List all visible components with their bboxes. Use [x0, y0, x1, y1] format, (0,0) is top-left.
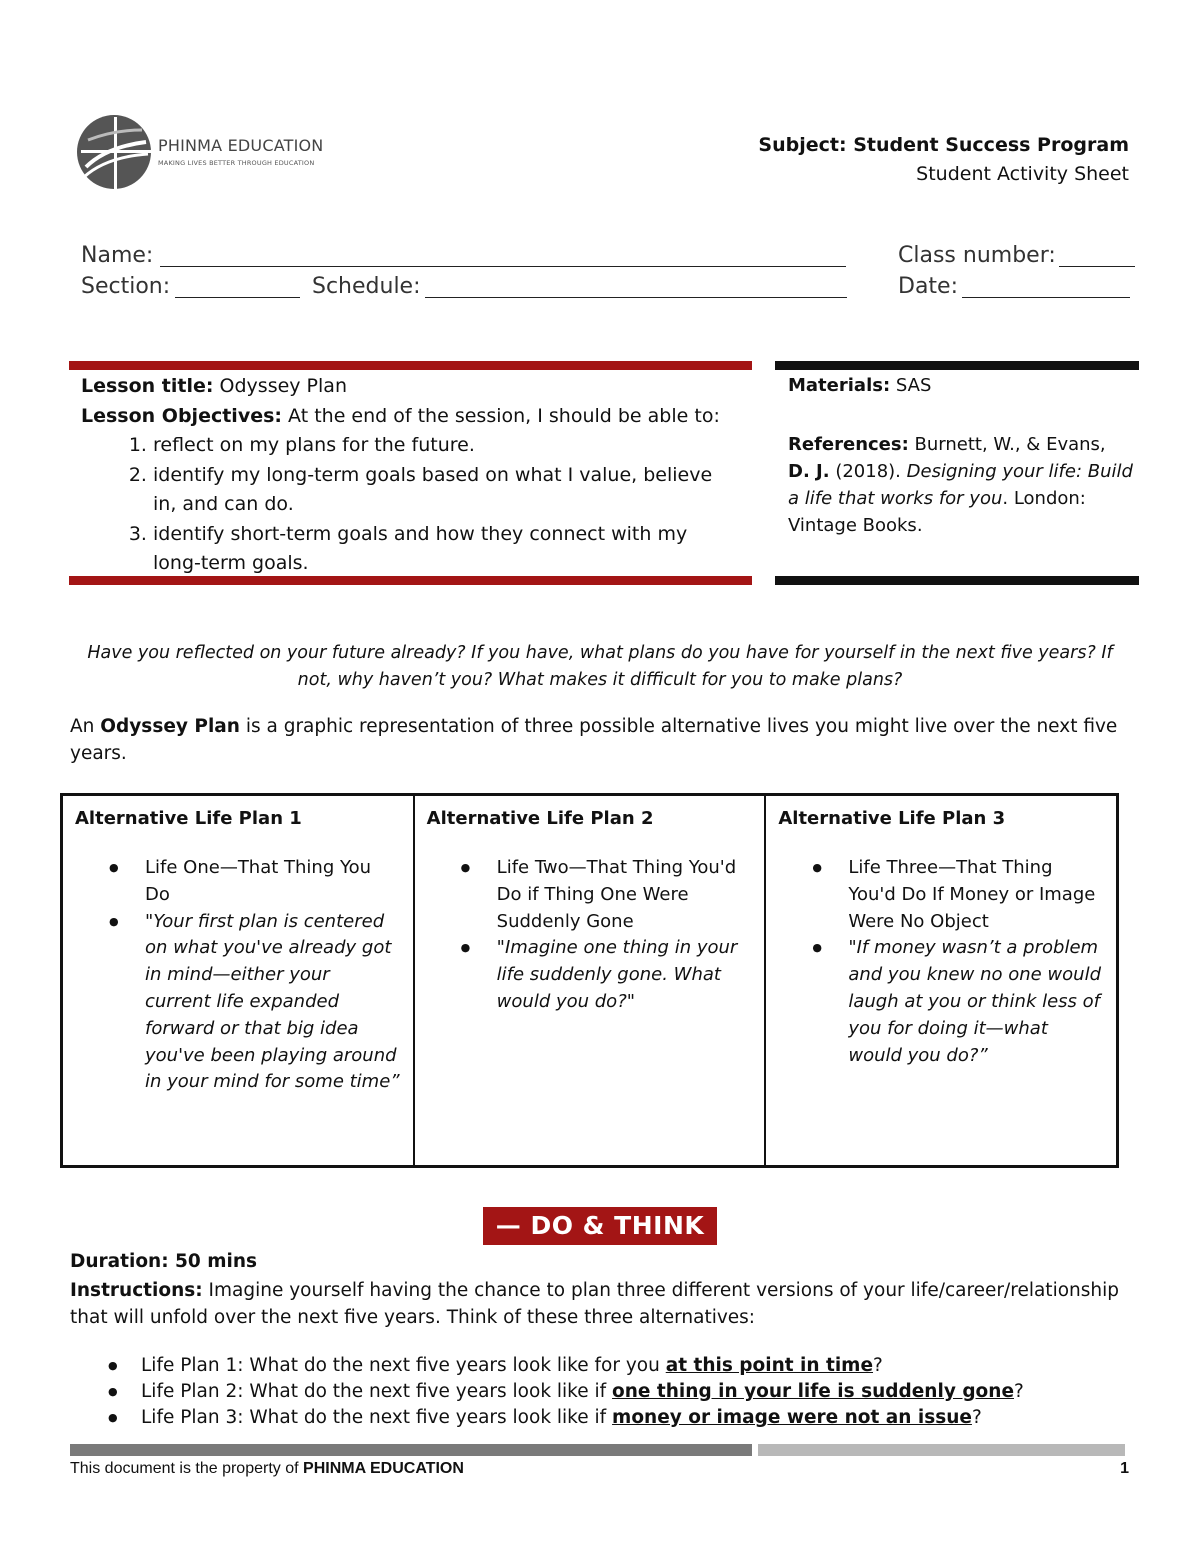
section-label: Section: [81, 274, 171, 299]
objective-item: 1. reflect on my plans for the future. [153, 431, 741, 461]
prompt-end: ? [1014, 1381, 1024, 1402]
plan-prompt [70, 1405, 1130, 1431]
instructions-label: Instructions: [70, 1280, 203, 1301]
schedule-label: Schedule: [312, 274, 421, 299]
odyssey-post: is a graphic representation of three possible alternative lives you might live over the next five years. [70, 716, 1118, 764]
prompt-text: Life Plan 3: What do the next five years look like if [141, 1407, 607, 1428]
plan-prompt [70, 1379, 1130, 1405]
instructions [70, 1277, 1130, 1331]
ref-title: Designing your life: Build a life that works for you [788, 461, 1133, 509]
subject-label: Subject: [758, 134, 847, 156]
schedule-field[interactable] [425, 297, 847, 298]
subject-line [758, 134, 1129, 156]
objectives-intro: At the end of the session, I should be able to: [288, 404, 720, 427]
lesson-title [81, 372, 741, 402]
plan-bullets [778, 855, 1104, 1069]
date-label: Date: [898, 274, 958, 299]
footer-owner: PHINMA EDUCATION [303, 1460, 464, 1477]
plan-quote: ● "If money wasn’t a problem and you knew no one would laugh at you or think less of you for doing it—what would you do?” [848, 935, 1104, 1069]
materials-line [788, 372, 1133, 399]
footer-bar-dark [70, 1444, 752, 1456]
lesson-block [81, 372, 741, 579]
prompt-end: ? [873, 1355, 883, 1376]
objectives-label: Lesson Objectives: [81, 404, 282, 427]
lesson-title-value: Odyssey Plan [219, 375, 347, 397]
phinma-logo-icon [76, 112, 156, 192]
materials-bottom-bar [775, 576, 1139, 585]
materials-label: Materials: [788, 375, 891, 396]
plan-bullets [427, 855, 753, 1016]
phinma-logo [76, 112, 336, 192]
class-number-field[interactable] [1059, 266, 1135, 267]
plan-title: Alternative Life Plan 3 [778, 808, 1006, 829]
plan-quote: ● "Imagine one thing in your life suddenly gone. What would you do?" [497, 935, 753, 1015]
references-label: References: [788, 434, 909, 455]
ref-authors-2: D. J. [788, 461, 830, 482]
objective-item: 2. identify my long-term goals based on what I value, believe in, and can do. [153, 461, 741, 520]
lesson-top-bar [69, 361, 752, 370]
plan-prompt [70, 1353, 1130, 1379]
footer-property: This document is the property of [70, 1460, 299, 1477]
plan-item: ● Life Three—That Thing You'd Do If Money or Image Were No Object [848, 855, 1104, 935]
references [788, 431, 1133, 539]
materials-top-bar [775, 361, 1139, 370]
plan-quote: ● "Your first plan is centered on what you've already got in mind—either your current life expanded forward or that big idea you've been playing around in your mind for some time” [145, 909, 401, 1097]
class-number-label: Class number: [898, 243, 1056, 268]
do-think-banner: — DO & THINK — [483, 1207, 717, 1245]
ref-year: (2018). [835, 461, 901, 482]
life-plan-prompts [70, 1353, 1130, 1431]
lesson-bottom-bar [69, 576, 752, 585]
lesson-title-label: Lesson title: [81, 375, 214, 397]
prompt-emphasis: at this point in time [665, 1355, 874, 1376]
lesson-objectives [81, 402, 741, 432]
odyssey-definition [70, 713, 1120, 767]
name-field[interactable] [160, 266, 846, 267]
ref-publisher: . London: Vintage Books. [788, 488, 1086, 536]
plan-item: ● Life Two—That Thing You'd Do if Thing One Were Suddenly Gone [497, 855, 753, 935]
odyssey-term: Odyssey Plan [100, 716, 240, 737]
prompt-end: ? [971, 1407, 982, 1428]
duration: Duration: 50 mins [70, 1251, 258, 1272]
prompt-text: Life Plan 2: What do the next five years look like if [141, 1381, 607, 1402]
prompt-emphasis: one thing in your life is suddenly gone [612, 1381, 1014, 1402]
plan-title: Alternative Life Plan 1 [75, 808, 302, 829]
materials-block [788, 372, 1133, 539]
subject-value: Student Success Program [853, 134, 1129, 156]
plan-column-1 [63, 796, 415, 1165]
name-label: Name: [81, 243, 154, 268]
plan-title: Alternative Life Plan 2 [426, 808, 654, 829]
footer-bar-light [758, 1444, 1125, 1456]
section-field[interactable] [175, 297, 300, 298]
footer-text [70, 1460, 464, 1478]
sheet-title: Student Activity Sheet [916, 163, 1129, 185]
instructions-text: Imagine yourself having the chance to plan three different versions of your life/career/relationship that will unfold over the next five years. Think of these three alternatives: [70, 1280, 1119, 1328]
plan-item: ● Life One—That Thing You Do [145, 855, 401, 909]
prompt-text: Life Plan 1: What do the next five years look like for you [141, 1355, 660, 1376]
page-number: 1 [1120, 1460, 1129, 1477]
ref-authors: Burnett, W., & Evans, [914, 434, 1106, 455]
materials-value: SAS [895, 375, 932, 396]
plan-column-2 [415, 796, 767, 1165]
reflection-question: Have you reflected on your future already? If you have, what plans do you have for yourself in the next five years? If not, why haven’t you? What makes it difficult for you to make plans? [87, 643, 1113, 690]
plan-bullets [75, 855, 401, 1096]
life-plans-table [60, 793, 1119, 1168]
prompt-emphasis: money or image were not an issue [612, 1407, 972, 1428]
logo-tagline: MAKING LIVES BETTER THROUGH EDUCATION [158, 159, 315, 167]
objectives-list [81, 431, 741, 579]
plan-column-3 [766, 796, 1116, 1165]
logo-name: PHINMA EDUCATION [158, 136, 324, 155]
odyssey-pre: An [70, 716, 95, 737]
objective-item: 3. identify short-term goals and how they connect with my long-term goals. [153, 520, 741, 579]
date-field[interactable] [962, 297, 1130, 298]
